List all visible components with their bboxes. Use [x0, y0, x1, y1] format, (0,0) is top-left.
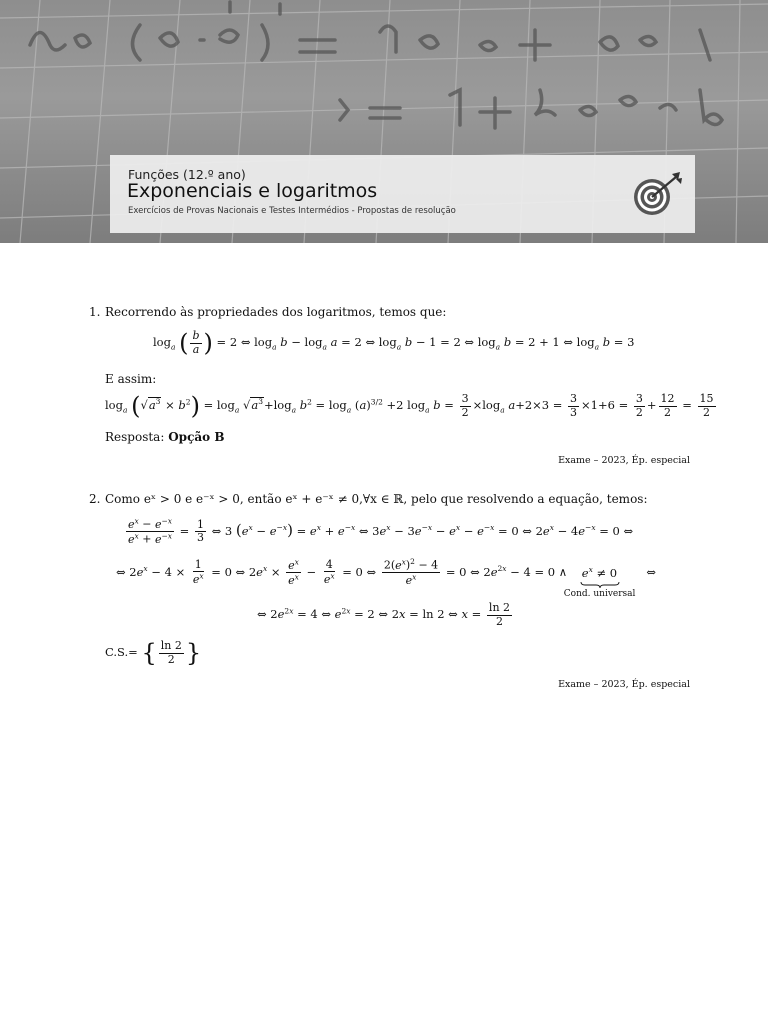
q2-source: Exame – 2023, Ép. especial [558, 679, 690, 690]
q2-equation-3: ⇔ $2e^{2x} = 4$ ⇔ $e^{2x} = 2$ ⇔ 2x = ln 2 ⇔ x = $\frac{\ln 2}{2}$ [257, 601, 511, 628]
q1-equation-1: $\log_a$ ( $\frac{b}{a}$ ) = 2 ⇔ $\log_a b - \log_a a = 2$ ⇔ $\log_a b - 1 = 2$ ⇔ $\log_a b = 2 + 1$ ⇔ $\log_a b = 3$ [153, 329, 635, 358]
q2-equation-2: ⇔ $2e^x - 4$ × $\frac{1}{e^x}$ = 0 ⇔ $2e^x$ × $\frac{e^x}{e^x}$ − $\frac{4}{e^x}$ = 0 ⇔ $\frac{2(e^x)^2 - 4}{e^x}$ = 0 ⇔ $2e^{2x} - 4 = 0$ ∧ $e^x \ne 0$ Cond. universal ⇔ [116, 557, 656, 600]
universal-condition: $e^x \ne 0$ Cond. universal [563, 565, 636, 600]
question-1-intro: Recorrendo às propriedades dos logaritmos, temos que: [105, 305, 447, 319]
question-number-1: 1. [89, 305, 101, 319]
question-number-2: 2. [89, 492, 101, 506]
header-banner [0, 0, 768, 243]
title-box [110, 155, 695, 233]
page-title: Exponenciais e logaritmos [127, 180, 378, 202]
answer-value: Opção B [168, 430, 225, 444]
q2-solution-set: C.S.= { $\frac{\ln 2}{2}$ } [105, 639, 202, 668]
answer-label: Resposta: [105, 430, 165, 444]
course-label: Funções (12.º ano) [128, 167, 246, 182]
q1-and-so: E assim: [105, 372, 157, 386]
q1-equation-2: $\log_a (√a^3 \times b^2) = \log_a √a^3+\log_a$ $b^2 = \log_a (a)^{3/2} +2$ $\log_a b$ = $\frac{3}{2}$ $\times\log_a$ a+2×3 = $\frac{3}{3}$ ×1+6 = $\frac{3}{2}$ + $\frac{12}{2}$ = $\frac{15}{2}$ [105, 392, 714, 421]
target-icon [632, 171, 684, 217]
question-2-intro: Como eˣ > 0 e e⁻ˣ > 0, então eˣ + e⁻ˣ ≠ 0,∀x ∈ ℝ, pelo que resolvendo a equação, temos: [105, 492, 648, 506]
q2-equation-1: $\frac{e^x - e^{-x}}{e^x + e^{-x}}$ = $\frac{1}{3}$ ⇔ 3 $(e^x - e^{-x}) = e^x + e^{-x}$ ⇔ $3e^x - 3e^{-x} - e^x - e^{-x} = 0$ ⇔ $2e^x - 4e^{-x} = 0$ ⇔ [128, 516, 634, 546]
condition-note: Cond. universal [563, 589, 636, 600]
q1-answer [105, 430, 224, 444]
solution-set-label: C.S.= [105, 645, 138, 660]
underbrace-icon [580, 581, 620, 589]
q1-source: Exame – 2023, Ép. especial [558, 455, 690, 466]
page-subtitle: Exercícios de Provas Nacionais e Testes Intermédios - Propostas de resolução [128, 206, 456, 216]
